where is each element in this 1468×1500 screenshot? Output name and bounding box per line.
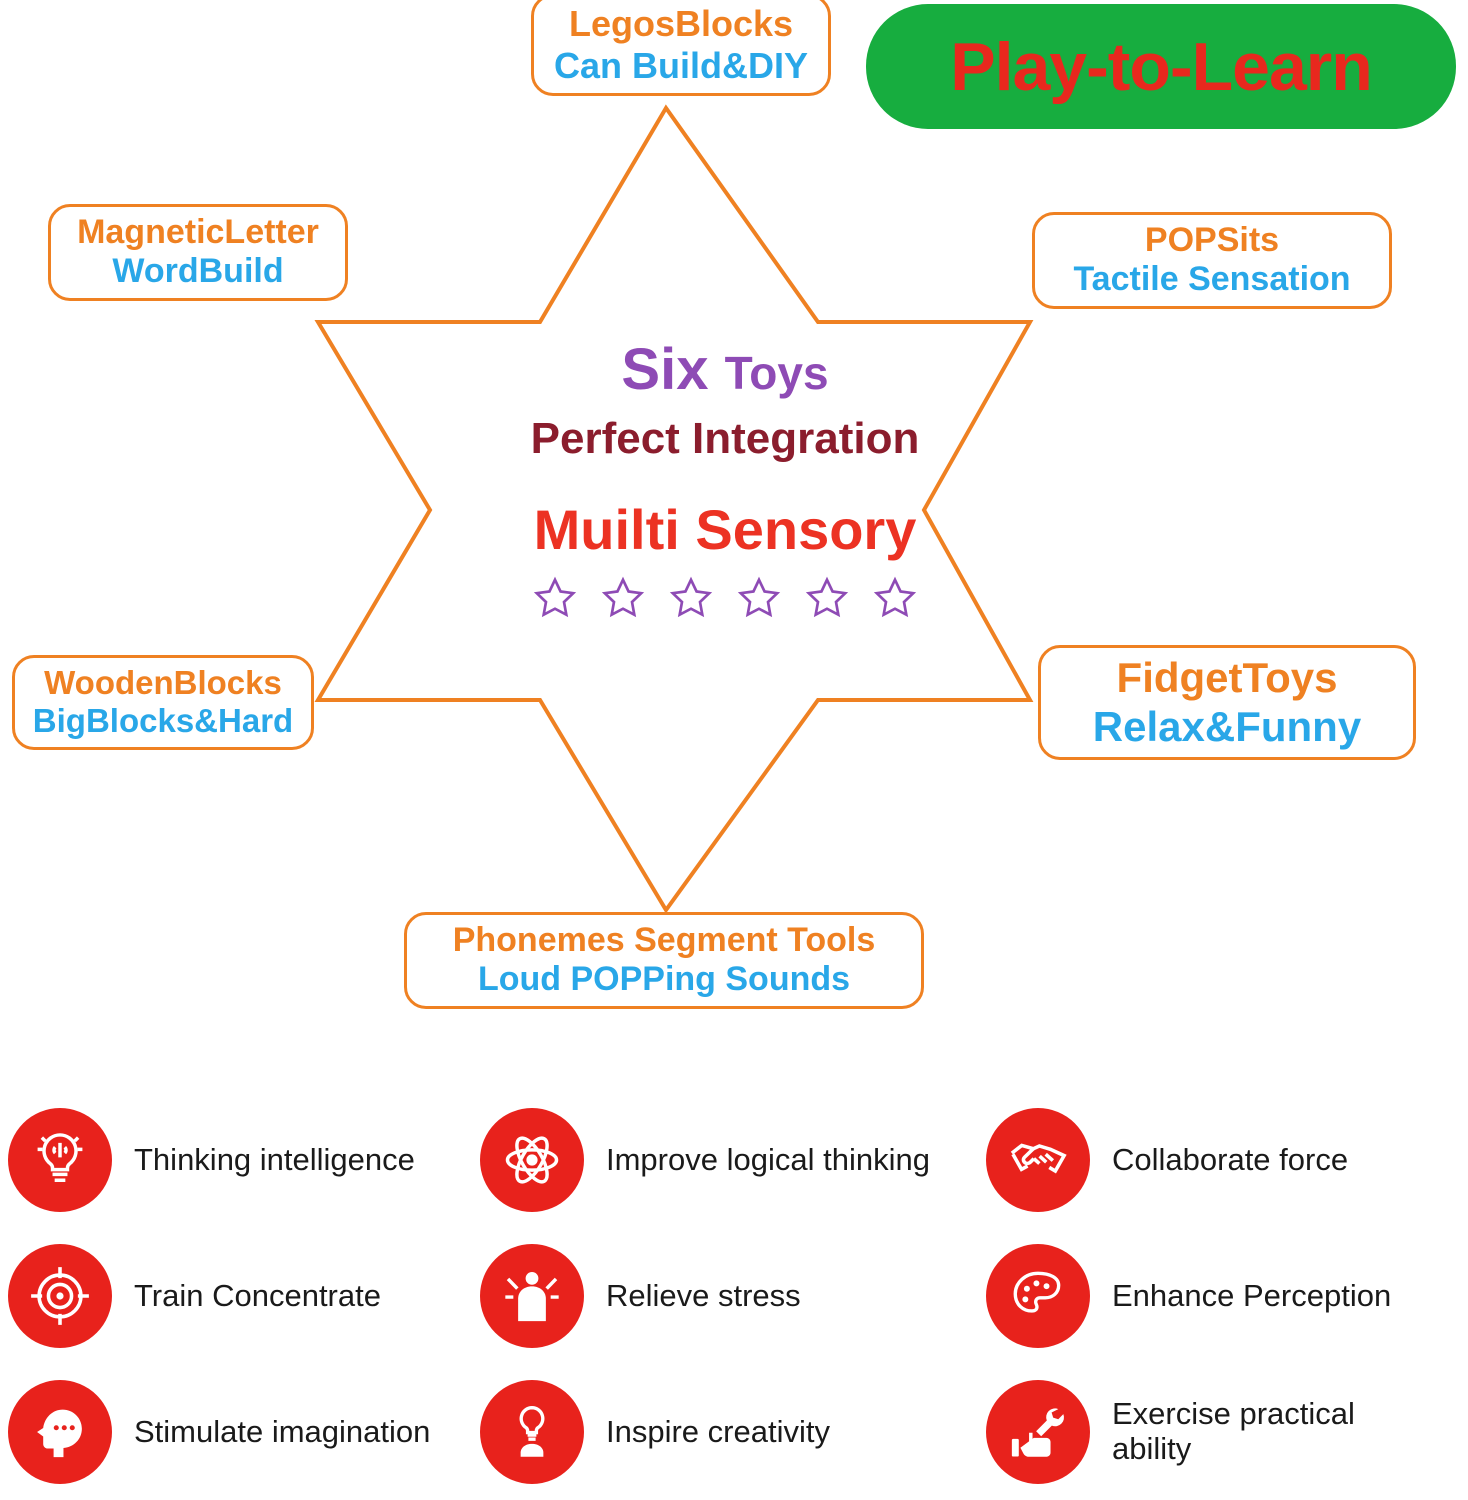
callout-subtitle: Relax&Funny [1092, 702, 1362, 750]
center-line-six [330, 337, 1120, 402]
hand-wrench-icon [986, 1380, 1090, 1484]
callout-title: Phonemes Segment Tools [452, 921, 876, 959]
center-toys-word: Toys [724, 347, 829, 399]
benefit-label: Collaborate force [1112, 1141, 1349, 1177]
benefit-item [978, 1364, 1468, 1500]
callout-title: WoodenBlocks [44, 664, 282, 701]
star-icon [668, 575, 714, 621]
star-icon [804, 575, 850, 621]
star-icon [600, 575, 646, 621]
benefit-label: Exercise practical ability [1112, 1396, 1355, 1466]
benefit-label: Improve logical thinking [606, 1141, 930, 1177]
center-line-multi-sensory: Muilti Sensory [533, 498, 917, 562]
callout-subtitle: WordBuild [112, 252, 284, 291]
callout-popsits [1032, 212, 1392, 309]
callout-title: FidgetToys [1116, 654, 1338, 701]
palette-icon [986, 1244, 1090, 1348]
callout-title: POPSits [1144, 221, 1280, 259]
lightbulb-brain-icon [8, 1108, 112, 1212]
callout-title: LegosBlocks [568, 3, 794, 44]
head-speech-icon [8, 1380, 112, 1484]
benefit-item [0, 1228, 480, 1364]
callout-title: MagneticLetter [77, 213, 319, 251]
benefit-label: Stimulate imagination [134, 1413, 431, 1449]
benefit-item [0, 1092, 480, 1228]
badge-label: Play-to-Learn [950, 28, 1372, 105]
benefit-item [480, 1364, 978, 1500]
atom-icon [480, 1108, 584, 1212]
star-rating [330, 575, 1120, 621]
center-text-block [330, 337, 1120, 621]
benefit-item [480, 1228, 978, 1364]
benefits-grid [0, 1092, 1468, 1500]
callout-legos-blocks [531, 0, 831, 96]
callout-fidget-toys [1038, 645, 1416, 760]
person-relax-icon [480, 1244, 584, 1348]
callout-magnetic-letter [48, 204, 348, 301]
benefit-label: Inspire creativity [606, 1413, 830, 1449]
callout-subtitle: Loud POPPing Sounds [477, 960, 851, 999]
callout-phonemes-segment-tools [404, 912, 924, 1009]
callout-subtitle: BigBlocks&Hard [32, 702, 294, 740]
benefit-item [978, 1228, 1468, 1364]
star-icon [872, 575, 918, 621]
handshake-icon [986, 1108, 1090, 1212]
benefit-label: Train Concentrate [134, 1277, 381, 1313]
benefit-item [978, 1092, 1468, 1228]
benefit-label: Enhance Perception [1112, 1277, 1392, 1313]
play-to-learn-badge [866, 4, 1456, 129]
star-icon [532, 575, 578, 621]
benefit-item [0, 1364, 480, 1500]
target-icon [8, 1244, 112, 1348]
callout-subtitle: Can Build&DIY [553, 44, 808, 86]
benefit-label: Thinking intelligence [134, 1141, 415, 1177]
benefit-item [480, 1092, 978, 1228]
callout-wooden-blocks [12, 655, 314, 750]
center-line-perfect-integration: Perfect Integration [530, 413, 920, 463]
person-idea-icon [480, 1380, 584, 1484]
benefit-label: Relieve stress [606, 1277, 801, 1313]
callout-subtitle: Tactile Sensation [1073, 260, 1351, 299]
center-six-word: Six [621, 337, 709, 402]
star-icon [736, 575, 782, 621]
